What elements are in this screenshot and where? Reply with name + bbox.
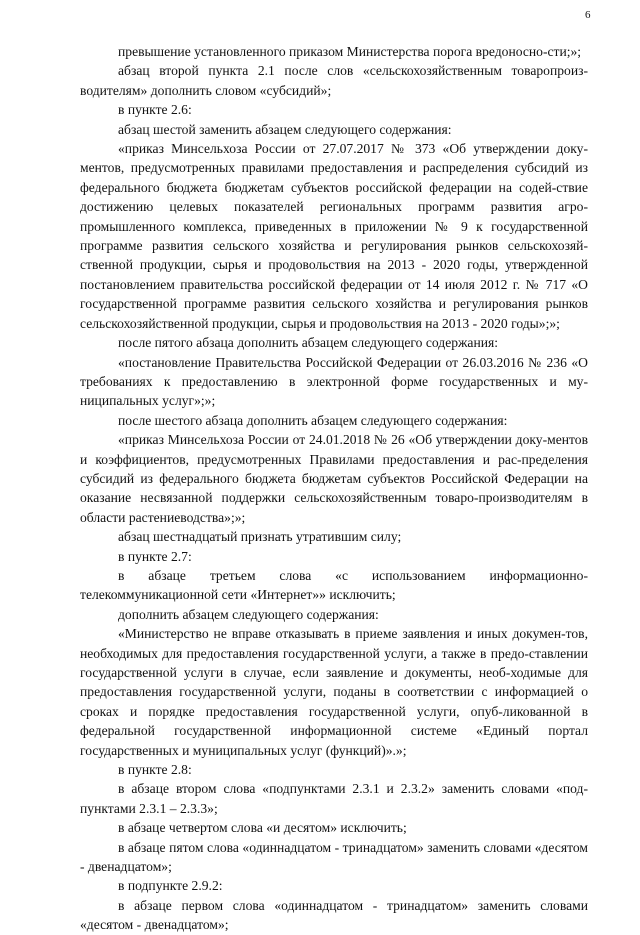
paragraph-11: в пункте 2.7: (118, 548, 192, 564)
paragraph-17: в абзаце четвертом слова «и десятом» исключить; (118, 820, 407, 836)
paragraph-16: в абзаце втором слова «подпунктами 2.3.1 и 2.3.2» заменить словами «под-пунктами 2.3.1 – 2.3.3»; (80, 781, 588, 816)
paragraph-10: абзац шестнадцатый признать утратившим силу; (118, 529, 402, 545)
paragraph-9: «приказ Минсельхоза России от 24.01.2018 № 26 «Об утверждении доку-ментов и коэффициентов, предусмотренных Правилами предоставления и рас-пределения субсидий из федерального бюджета бюджетам субъектов Российской Федерации на оказание несвязанной поддержки сельскохозяйственным товаро-производителям в области растениеводства»;»; (80, 432, 588, 525)
paragraph-5: «приказ Минсельхоза России от 27.07.2017 № 373 «Об утверждении доку-ментов, предусмотренных правилами предоставления и распределения субсидий из федерального бюджета бюджетам субъектов российской федерации на содей-ствие достижению целевых показателей региональных программ развития агро-промышленного комплекса, приведенных в приложении № 9 к государственной программе развития сельского хозяйства и регулирования рынков сельскохозяй-ственной продукции, сырья и продовольствия на 2013 - 2020 годы, утвержденной постановлением правительства российской федерации от 14 июля 2012 г. № 717 «О государственной программе развития сельского хозяйства и регулирования рынков сельскохозяйственной продукции, сырья и продовольствия на 2013 - 2020 годы»;»; (80, 141, 588, 331)
paragraph-12: в абзаце третьем слова «с использованием информационно-телекоммуникационной сети «Интернет»» исключить; (80, 567, 588, 603)
paragraph-19: в подпункте 2.9.2: (118, 878, 223, 894)
paragraph-2: абзац второй пункта 2.1 после слов «сельскохозяйственным товаропроиз-водителям» дополнить словом «субсидий»; (80, 63, 588, 98)
paragraph-13: дополнить абзацем следующего содержания: (118, 606, 379, 622)
page-number: 6 (585, 9, 591, 21)
paragraph-20: в абзаце первом слова «одиннадцатом - тринадцатом» заменить словами «десятом - двенадцатом»; (80, 897, 588, 933)
paragraph-18: в абзаце пятом слова «одиннадцатом - тринадцатом» заменить словами «десятом - двенадцатом»; (80, 839, 588, 875)
paragraph-1: превышение установленного приказом Министерства порога вредоносно-сти;»; (118, 44, 582, 59)
paragraph-8: после шестого абзаца дополнить абзацем следующего содержания: (118, 412, 508, 428)
paragraph-3: в пункте 2.6: (118, 102, 192, 118)
paragraph-15: в пункте 2.8: (118, 762, 192, 778)
document-body (80, 42, 588, 935)
paragraph-6: после пятого абзаца дополнить абзацем следующего содержания: (118, 335, 499, 351)
paragraph-7: «постановление Правительства Российской Федерации от 26.03.2016 № 236 «О требованиях к предоставлению в электронной форме государственных и му-ниципальных услуг»;»; (80, 354, 588, 409)
paragraph-4: абзац шестой заменить абзацем следующего содержания: (118, 121, 452, 137)
paragraph-14: «Министерство не вправе отказывать в приеме заявления и иных докумен-тов, необходимых для предоставления государственной услуги, а также в предо-ставлении государственной услуги в случае, если заявление и документы, необ-ходимые для предоставления государственной услуги, поданы в соответствии с информацией о сроках и порядке предоставления государственной услуги, опуб-ликованной в федеральной государственной информационной системе «Единый портал государственных и муниципальных услуг (функций)».»; (80, 626, 588, 758)
